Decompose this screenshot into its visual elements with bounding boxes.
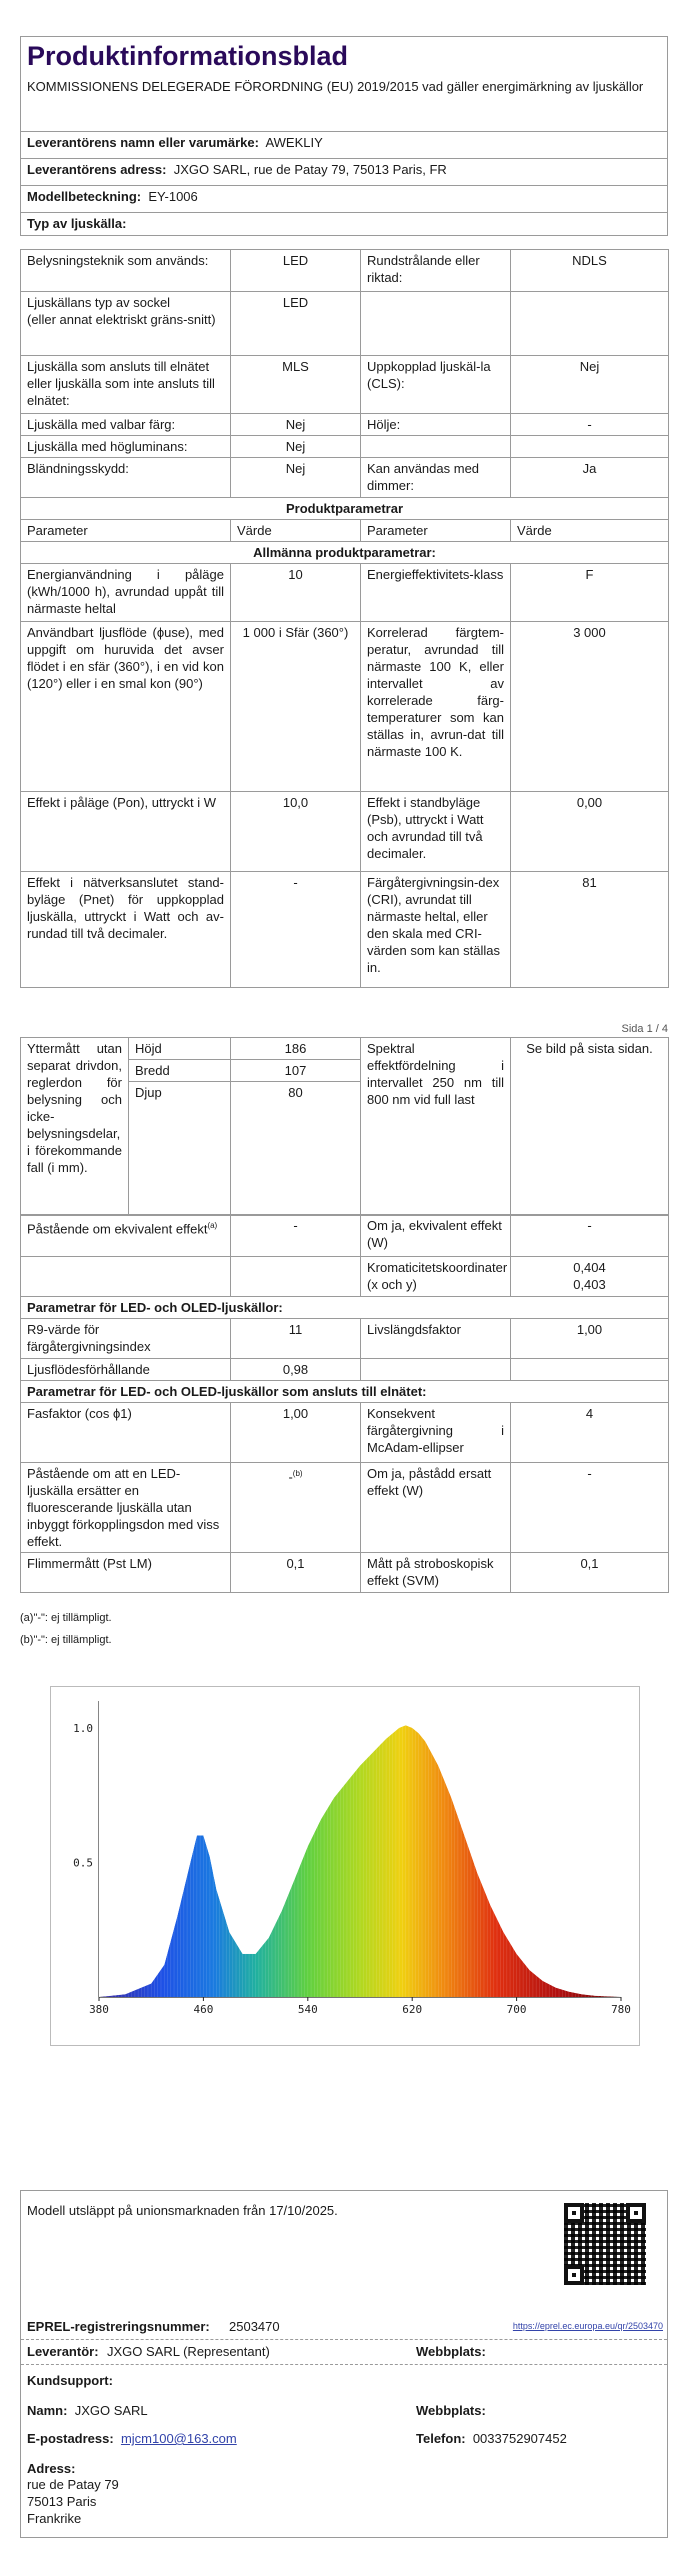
regulation-text: KOMMISSIONENS DELEGERADE FÖRORDNING (EU) 2019/2015 vad gäller energimärkning av ljuskällor xyxy=(27,79,644,94)
pf-label: Fasfaktor (cos ϕ1) xyxy=(21,1403,231,1463)
empty-cell xyxy=(21,1257,231,1297)
class-label: Energieffektivitets-klass xyxy=(361,564,511,622)
col-value-2: Värde xyxy=(511,520,669,542)
chroma-x: 0,404 xyxy=(573,1260,606,1275)
highlum-value: Nej xyxy=(231,436,361,458)
flicker-value: 0,1 xyxy=(231,1553,361,1593)
cct-label: Korrelerad färgtem-peratur, avrundad till närmaste 100 K, eller intervallet av korrelerade färg-temperaturer som kan ställas in, avrun-dat till närmaste 100 K. xyxy=(361,622,511,792)
type-label: Typ av ljuskälla: xyxy=(27,216,127,231)
x-tick-label: 540 xyxy=(297,2003,318,2016)
name-value: JXGO SARL xyxy=(74,2403,148,2418)
width-value: 107 xyxy=(231,1060,361,1082)
cls-value: Nej xyxy=(511,356,669,414)
claim-label: Påstående om att en LED-ljuskälla ersätter en fluorescerande ljuskälla utan inbyggt förkopplingsdon med viss effekt. xyxy=(21,1463,231,1553)
address-line: rue de Patay 79 xyxy=(27,2477,119,2492)
pnet-label: Effekt i nätverksanslutet stand-byläge (Pnet) för uppkopplad ljuskälla, uttryckt i Watt och av-rundad till två decimaler. xyxy=(21,872,231,988)
name-label: Namn: xyxy=(27,2403,68,2418)
footnote-b: (b)"-": ej tillämpligt. xyxy=(20,1634,112,1646)
footnote-a-ref: (a) xyxy=(207,1221,218,1230)
energy-label: Energianvändning i påläge (kWh/1000 h), avrundad uppåt till närmaste heltal xyxy=(21,564,231,622)
header-box xyxy=(20,36,668,132)
height-label: Höjd xyxy=(129,1038,231,1060)
housing-label: Hölje: xyxy=(361,414,511,436)
color-value: Nej xyxy=(231,414,361,436)
x-tick-label: 460 xyxy=(193,2003,214,2016)
eprel-label: EPREL-registreringsnummer: xyxy=(27,2319,210,2334)
equiv-w-label: Om ja, ekvivalent effekt (W) xyxy=(361,1215,511,1257)
placed-text: Modell utsläppt på unionsmarknaden från 17/10/2025. xyxy=(27,2203,338,2218)
r9-label: R9-värde för färgåtergivningsindex xyxy=(21,1319,231,1359)
supplier-table xyxy=(20,131,668,236)
website-label-2: Webbplats: xyxy=(416,2403,486,2418)
x-tick-label: 620 xyxy=(402,2003,423,2016)
address-label: Adress: xyxy=(27,2461,76,2476)
strobe-value: 0,1 xyxy=(511,1553,669,1593)
params-section-title: Produktparametrar xyxy=(21,498,669,520)
chroma-label: Kromaticitetskoordinater (x och y) xyxy=(361,1257,511,1297)
qr-code xyxy=(564,2203,646,2285)
spectrum-chart xyxy=(50,1686,640,2046)
chroma-value xyxy=(511,1257,669,1297)
phone-group xyxy=(416,2431,567,2446)
socket-value: LED xyxy=(231,292,361,356)
claim-value-text: - xyxy=(288,1469,293,1485)
phone-label: Telefon: xyxy=(416,2431,466,2446)
page-title: Produktinformationsblad xyxy=(27,41,349,71)
empty-cell xyxy=(511,292,669,356)
supplier-address: JXGO SARL, rue de Patay 79, 75013 Paris, FR xyxy=(173,162,447,177)
email-label: E-postadress: xyxy=(27,2431,114,2446)
supplier-row xyxy=(21,2340,667,2365)
dims-table xyxy=(20,1037,669,1216)
type-table xyxy=(20,249,669,988)
direction-label: Rundstrålande eller riktad: xyxy=(361,250,511,292)
eprel-link[interactable]: https://eprel.ec.europa.eu/qr/2503470 xyxy=(512,2321,663,2331)
pon-label: Effekt i påläge (Pon), uttryckt i W xyxy=(21,792,231,872)
direction-value: NDLS xyxy=(511,250,669,292)
col-param-2: Parameter xyxy=(361,520,511,542)
pnet-value: - xyxy=(231,872,361,988)
glare-label: Bländningsskydd: xyxy=(21,458,231,498)
eprel-number: 2503470 xyxy=(229,2319,280,2334)
empty-cell xyxy=(361,1359,511,1381)
claim-w-value: - xyxy=(511,1463,669,1553)
empty-cell xyxy=(361,292,511,356)
tech-value: LED xyxy=(231,250,361,292)
footnote-b-ref: (b) xyxy=(292,1469,303,1478)
spectrum-svg xyxy=(51,1687,639,2045)
flux-value: 1 000 i Sfär (360°) xyxy=(231,622,361,792)
height-value: 186 xyxy=(231,1038,361,1060)
empty-cell xyxy=(511,436,669,458)
mains-value: MLS xyxy=(231,356,361,414)
flicker-label: Flimmermått (Pst LM) xyxy=(21,1553,231,1593)
page-number: Sida 1 / 4 xyxy=(621,1023,668,1035)
phone-value: 0033752907452 xyxy=(472,2431,567,2446)
equiv-label-text: Påstående om ekvivalent effekt xyxy=(27,1221,208,1237)
chart-area xyxy=(99,1701,621,1997)
qr-finder xyxy=(564,2203,584,2223)
eprel-row xyxy=(21,2315,667,2340)
email-link[interactable]: mjcm100@163.com xyxy=(120,2431,237,2446)
socket-label-note: (eller annat elektriskt gräns-snitt) xyxy=(27,312,216,327)
type-header xyxy=(21,213,668,236)
address-line: 75013 Paris xyxy=(27,2494,97,2509)
chroma-y: 0,403 xyxy=(573,1277,606,1292)
tech-label: Belysningsteknik som används: xyxy=(21,250,231,292)
equiv-w-value: - xyxy=(511,1215,669,1257)
macadam-value: 4 xyxy=(511,1403,669,1463)
depth-value: 80 xyxy=(231,1082,361,1216)
lm-label: Ljusflödesförhållande xyxy=(21,1359,231,1381)
model-value: EY-1006 xyxy=(148,189,198,204)
y-tick-label: 1.0 xyxy=(73,1721,93,1735)
housing-value: - xyxy=(511,414,669,436)
qr-finder xyxy=(626,2203,646,2223)
x-tick-label: 380 xyxy=(89,2003,109,2016)
model-row xyxy=(21,186,668,213)
spectral-label: Spektral effektfördelning i intervallet 250 nm till 800 nm vid full last xyxy=(361,1038,511,1216)
glare-value: Nej xyxy=(231,458,361,498)
cri-label: Färgåtergivningsin-dex (CRI), avrundat till närmaste heltal, eller den skala med CRI-värden som kan ställas in. xyxy=(361,872,511,988)
website-label: Webbplats: xyxy=(416,2344,486,2359)
qr-finder xyxy=(564,2265,584,2285)
supplier-address-row xyxy=(21,159,668,186)
supplier-name: AWEKLIY xyxy=(265,135,323,150)
lm-value: 0,98 xyxy=(231,1359,361,1381)
socket-label-text: Ljuskällans typ av sockel xyxy=(27,295,171,310)
col-param-1: Parameter xyxy=(21,520,231,542)
empty-cell xyxy=(511,1359,669,1381)
color-label: Ljuskälla med valbar färg: xyxy=(21,414,231,436)
flux-label: Användbart ljusflöde (ϕuse), med uppgift om huruvida det avser flödet i en sfär (360°), i en vid kon (120°) eller i en smal kon (90°) xyxy=(21,622,231,792)
claim-w-label: Om ja, påstådd ersatt effekt (W) xyxy=(361,1463,511,1553)
support-label: Kundsupport: xyxy=(27,2373,113,2388)
model-label: Modellbeteckning: xyxy=(27,189,142,204)
params2-table xyxy=(20,1214,669,1593)
class-value: F xyxy=(511,564,669,622)
cct-value: 3 000 xyxy=(511,622,669,792)
general-params-title: Allmänna produktparametrar: xyxy=(21,542,669,564)
psb-label: Effekt i standbyläge (Psb), uttryckt i Watt och avrundad till två decimaler. xyxy=(361,792,511,872)
pf-value: 1,00 xyxy=(231,1403,361,1463)
led-params-title: Parametrar för LED- och OLED-ljuskällor: xyxy=(21,1297,669,1319)
col-value-1: Värde xyxy=(231,520,361,542)
outer-dim-label: Yttermått utan separat drivdon, reglerdon för belysning och icke-belysningsdelar, i förekommande fall (i mm). xyxy=(21,1038,129,1216)
equiv-label xyxy=(21,1215,231,1257)
claim-value xyxy=(231,1463,361,1553)
socket-label xyxy=(21,292,231,356)
x-tick-label: 780 xyxy=(611,2003,631,2016)
life-label: Livslängdsfaktor xyxy=(361,1319,511,1359)
email-row xyxy=(27,2431,657,2446)
empty-cell xyxy=(361,436,511,458)
supplier-value: JXGO SARL (Representant) xyxy=(107,2344,270,2359)
address-line: Frankrike xyxy=(27,2511,82,2526)
depth-label: Djup xyxy=(129,1082,231,1216)
life-value: 1,00 xyxy=(511,1319,669,1359)
footnote-a: (a)"-": ej tillämpligt. xyxy=(20,1612,112,1624)
dimmer-label: Kan användas med dimmer: xyxy=(361,458,511,498)
mains-label: Ljuskälla som ansluts till elnätet eller ljuskälla som inte ansluts till elnätet: xyxy=(21,356,231,414)
x-tick-label: 700 xyxy=(506,2003,527,2016)
supplier-address-label: Leverantörens adress: xyxy=(27,162,167,177)
energy-value: 10 xyxy=(231,564,361,622)
contact-box xyxy=(20,2190,668,2538)
psb-value: 0,00 xyxy=(511,792,669,872)
cls-label: Uppkopplad ljuskäl-la (CLS): xyxy=(361,356,511,414)
r9-value: 11 xyxy=(231,1319,361,1359)
highlum-label: Ljuskälla med högluminans: xyxy=(21,436,231,458)
supplier-name-label: Leverantörens namn eller varumärke: xyxy=(27,135,259,150)
y-tick-label: 0.5 xyxy=(73,1856,93,1870)
supplier-name-row xyxy=(21,132,668,159)
name-row xyxy=(27,2403,657,2418)
strobe-label: Mått på stroboskopisk effekt (SVM) xyxy=(361,1553,511,1593)
cri-value: 81 xyxy=(511,872,669,988)
equiv-value: - xyxy=(231,1215,361,1257)
macadam-label: Konsekvent färgåtergivning i McAdam-ellipser xyxy=(361,1403,511,1463)
spectral-value: Se bild på sista sidan. xyxy=(511,1038,669,1216)
empty-cell xyxy=(231,1257,361,1297)
width-label: Bredd xyxy=(129,1060,231,1082)
pon-value: 10,0 xyxy=(231,792,361,872)
dimmer-value: Ja xyxy=(511,458,669,498)
mains-params-title: Parametrar för LED- och OLED-ljuskällor som ansluts till elnätet: xyxy=(21,1381,669,1403)
supplier-label: Leverantör: xyxy=(27,2344,99,2359)
